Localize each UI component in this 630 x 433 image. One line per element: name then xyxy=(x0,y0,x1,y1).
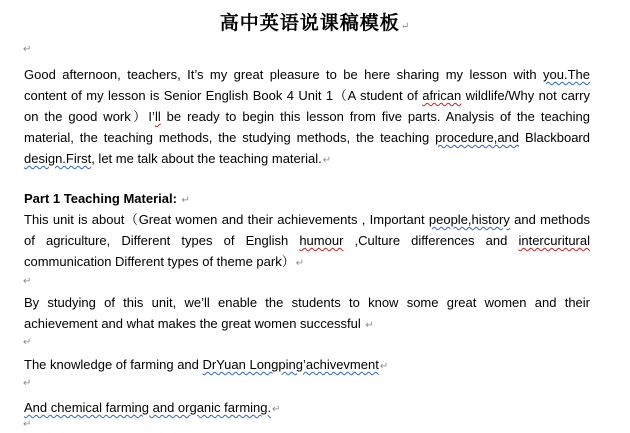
title-text: 高中英语说课稿模板 xyxy=(219,12,400,34)
knowledge-text: The knowledge of farming and xyxy=(24,357,203,372)
spelling-flag: you.The xyxy=(543,67,590,82)
spelling-flag: people,history xyxy=(428,212,510,227)
paragraph-mark-icon: ↵ xyxy=(322,155,332,166)
spelling-flag: And chemical farming and organic farming. xyxy=(24,400,272,415)
paragraph-mark-icon: ↵ xyxy=(295,258,305,269)
paragraph-mark-icon: ↵ xyxy=(272,404,281,415)
paragraph-mark-icon: ↵ xyxy=(379,361,389,372)
studying-text: By studying of this unit, we’ll enable the students to know some great women and their achievement and what makes the great women successful xyxy=(24,295,590,331)
unit-text: communication Different types of theme park） xyxy=(24,254,295,269)
spelling-flag: DrYuan Longping’achivevment xyxy=(202,357,379,372)
heading-text: Part 1 Teaching Material: xyxy=(24,191,177,206)
intro-text: wildlife/Why not carry on the good work）I’ xyxy=(24,88,590,124)
unit-text: This unit is about（Great women and their achievements , Important xyxy=(24,212,429,227)
part1-heading xyxy=(24,188,590,211)
paragraph-mark-icon: ↵ xyxy=(181,195,190,206)
spelling-flag: humour xyxy=(299,233,344,248)
intro-paragraph xyxy=(24,64,590,171)
spelling-flag: ll xyxy=(154,109,161,124)
chemical-paragraph xyxy=(24,397,590,420)
unit-text: and methods of agriculture, Different types of English xyxy=(24,212,590,248)
unit-text: ,Culture differences and xyxy=(343,233,519,248)
spelling-flag: intercuritural xyxy=(518,233,590,248)
intro-text: Good afternoon, teachers, It’s my great pleasure to be here sharing my lesson with xyxy=(24,67,544,82)
paragraph-mark-icon: ↵ xyxy=(400,21,411,32)
empty-paragraph: ↵ xyxy=(23,419,32,430)
intro-text: Blackboard xyxy=(519,130,590,145)
empty-paragraph: ↵ xyxy=(23,44,32,55)
intro-text: , let me talk about the teaching material. xyxy=(91,151,322,166)
paragraph-mark-icon: ↵ xyxy=(365,320,374,331)
document-title xyxy=(0,8,630,35)
empty-paragraph: ↵ xyxy=(23,337,32,348)
knowledge-paragraph xyxy=(24,354,590,377)
studying-paragraph xyxy=(24,292,590,336)
intro-text: content of my lesson is Senior English Book 4 Unit 1（A student of xyxy=(24,88,423,103)
empty-paragraph: ↵ xyxy=(23,276,32,287)
spelling-flag: design.First xyxy=(24,151,92,166)
unit-paragraph xyxy=(24,209,590,274)
empty-paragraph: ↵ xyxy=(23,378,32,389)
spelling-flag: african xyxy=(422,88,462,103)
spelling-flag: procedure,and xyxy=(435,130,520,145)
intro-text: be ready to begin this lesson from five parts. Analysis of the teaching material, the teaching methods, the studying methods, the teaching xyxy=(24,109,590,145)
